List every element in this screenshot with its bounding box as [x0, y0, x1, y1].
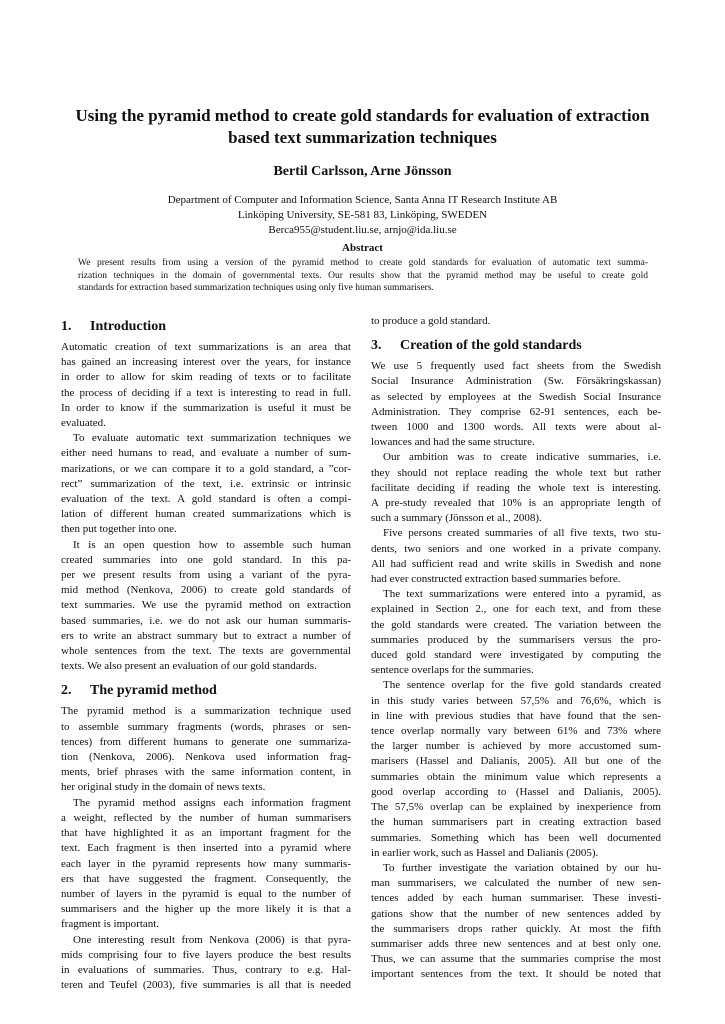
text-line: ers that have suggested the fragment. Consequently, the	[61, 872, 351, 885]
paragraph	[61, 933, 351, 994]
text-line: ments, brief phrases with the same information content, in	[61, 766, 351, 779]
affiliation-line: Berca955@student.liu.se, arnjo@ida.liu.se	[268, 224, 457, 236]
text-line: evaluated.	[61, 417, 106, 430]
abstract-line: standards for extraction based summarization techniques using only five human summarisers.	[78, 283, 434, 294]
text-line: The text summarizations were entered into a pyramid, as	[383, 588, 661, 601]
paper-title	[50, 105, 675, 149]
text-line: We use 5 frequently used fact sheets from the Swedish	[371, 360, 661, 373]
title-line: based text summarization techniques	[228, 128, 497, 147]
text-line: sentence overlaps for the summaries.	[371, 664, 534, 677]
text-line: All had sufficient read and write skills in Swedish and none	[371, 557, 661, 570]
text-line: Automatic creation of text summarizations is an area that	[61, 341, 351, 353]
text-line: text summaries. We use the pyramid method on extraction	[61, 599, 351, 612]
text-line: they should not replace reading the whole text but rather	[371, 466, 661, 479]
text-line: that have highlighted it as an important fragment for the	[61, 827, 351, 840]
paragraph	[371, 359, 661, 450]
text-line: whole sentences from the text. The texts are governmental	[61, 645, 351, 658]
text-line: created summaries into one gold standard. In this pa-	[61, 553, 351, 566]
left-column	[61, 314, 351, 993]
text-line: rect” summarization of the text, i.e. extrinsic or intrinsic	[61, 477, 351, 490]
section-number: 1.	[61, 319, 72, 334]
text-line: summarisers and the higher up the more likely it is that a	[61, 903, 351, 916]
text-line: texts. We also present an evaluation of our gold standards.	[61, 660, 317, 673]
text-line: facilitate deciding if reading the whole text is interesting.	[371, 481, 661, 494]
text-line: marizations, or we can compare it to a gold standard, a ”cor-	[61, 462, 351, 475]
text-line: duced gold standard were investigated by computing the	[371, 649, 661, 662]
text-line: summariser adds three new sentences and at best only one.	[371, 937, 661, 950]
text-line: in line with previous studies that have found that the sen-	[371, 709, 661, 722]
text-line: the process of deciding if a text is interesting to read in full.	[61, 386, 351, 399]
text-line: It is an open question how to assemble such human	[73, 538, 351, 551]
affiliation-line: Department of Computer and Information Science, Santa Anna IT Research Institute AB	[167, 194, 558, 206]
paragraph	[371, 678, 661, 860]
text-line: The pyramid method is a summarization technique used	[61, 705, 351, 718]
paragraph	[61, 431, 351, 537]
text-line: marisers (Hassel and Dalianis, 2005). All but one of the	[371, 755, 661, 768]
text-line: tion (Nenkova, 2006). Nenkova used information frag-	[61, 751, 351, 764]
section-heading-pyramid-method	[61, 678, 351, 704]
text-line: mids comprising four to five layers produce the best results	[61, 948, 351, 961]
text-line: evaluation of the text. A gold standard is often a compi-	[61, 493, 351, 506]
text-line: such a summary (Jönsson et al., 2008).	[371, 512, 542, 525]
text-line: either need humans to read, and evaluate a number of sum-	[61, 447, 351, 460]
section-title: Introduction	[90, 319, 166, 334]
text-line: mid method (Nenkova, 2006) to create gold standards of	[61, 584, 351, 597]
text-line: explained in Section 2., one for each text, and from these	[371, 603, 661, 616]
paragraph	[371, 861, 661, 983]
text-line: number of layers in the pyramid is equal to the number of	[61, 887, 351, 900]
text-line: teren and Teufel (2003), five summaries is all that is needed	[61, 979, 351, 992]
text-line: a weight, reflected by the number of human summarisers	[61, 811, 351, 824]
paragraph	[61, 340, 351, 431]
text-line: summaries produced by the summarisers versus the pro-	[371, 633, 661, 646]
abstract-body	[78, 257, 648, 295]
text-line: per we present results from using a variant of the pyra-	[61, 569, 351, 582]
text-line: Five persons created summaries of all five texts, two stu-	[383, 527, 661, 540]
paragraph	[61, 704, 351, 795]
section-title: The pyramid method	[90, 683, 217, 699]
paragraph	[61, 796, 351, 933]
affiliation-line: Linköping University, SE-581 83, Linköping, SWEDEN	[237, 209, 488, 221]
text-line: One interesting result from Nenkova (2006) is that pyra-	[73, 933, 351, 946]
text-line: To further investigate the variation obtained by our hu-	[383, 861, 661, 874]
text-line: to assemble summary fragments (words, phrases or sen-	[61, 720, 351, 733]
text-line: Thus, we can assume that the summaries comprise the most	[371, 953, 661, 966]
text-line: The sentence overlap for the five gold standards created	[383, 679, 661, 692]
text-line: text. Each fragment is then inserted into a pyramid where	[61, 842, 351, 855]
abstract-line: rization techniques in the domain of governmental texts. Our results show that the pyramid method may be useful to create gold	[78, 270, 648, 281]
text-line: In order to know if the summarization is useful it must be	[61, 401, 351, 414]
text-line: Administration. They comprise 62-91 sentences, each be-	[371, 405, 661, 418]
text-line: summaries. Something which has been well documented	[371, 831, 661, 844]
text-line: A pre-study revealed that 10% is an appropriate length of	[371, 497, 661, 510]
title-line: Using the pyramid method to create gold standards for evaluation of extraction	[75, 106, 650, 125]
text-line: tences added by each human summariser. These investi-	[371, 892, 661, 905]
right-column	[371, 314, 661, 983]
text-line: then put together into one.	[61, 523, 177, 536]
text-line: ers to write an abstract summary but to extract a number of	[61, 629, 351, 642]
section-number: 3.	[371, 338, 382, 354]
text-line: in order to allow for skim reading of texts or to facilitate	[61, 371, 351, 384]
text-line: To evaluate automatic text summarization techniques we	[73, 432, 351, 445]
text-line: the larger number is achieved by more accustomed sum-	[371, 740, 661, 753]
text-line: Social Insurance Administration (Sw. Försäkringskassan)	[371, 375, 661, 388]
text-line: to produce a gold standard.	[371, 315, 491, 327]
section-heading-introduction	[61, 314, 351, 340]
text-line: tence overlap normally vary between 61% and 73% where	[371, 725, 661, 738]
text-line: in this study varies between 57,5% and 76,6%, which is	[371, 694, 661, 707]
text-line: tween 1000 and 1300 words. All texts were about al-	[371, 421, 661, 434]
text-line: as selected by employees at the Swedish Social Insurance	[371, 390, 661, 403]
section-number: 2.	[61, 683, 72, 699]
text-line: lowances and had the same structure.	[371, 436, 535, 449]
text-line: tences) from different humans to generate one summariza-	[61, 735, 351, 748]
text-line: in earlier work, such as Hassel and Dalianis (2005).	[371, 846, 599, 859]
text-line: The 57,5% overlap can be explained by inexperience from	[371, 801, 661, 814]
text-line: the summarisers drops rather quickly. At most the fifth	[371, 922, 661, 935]
text-line: the human summarisers part in creating extraction based	[371, 816, 661, 829]
text-line: important sentences from the text. It should be noted that	[371, 968, 661, 981]
affiliation	[0, 193, 725, 238]
text-line: had ever constructed extraction based summaries before.	[371, 573, 621, 586]
text-line: the gold standards were created. The variation between the	[371, 618, 661, 631]
text-line: Our ambition was to create indicative summaries, i.e.	[383, 451, 661, 464]
authors: Bertil Carlsson, Arne Jönsson	[273, 164, 452, 179]
text-line: in evaluations of summaries. Thus, contrary to e.g. Hal-	[61, 963, 351, 976]
text-line: The pyramid method assigns each information fragment	[73, 796, 351, 809]
paragraph	[61, 538, 351, 675]
paragraph-continuation	[371, 314, 661, 329]
text-line: lation of different human created summarizations which is	[61, 508, 351, 521]
text-line: has gained an increasing interest over the years, for instance	[61, 356, 351, 369]
text-line: dents, two seniors and one worked in a private company.	[371, 542, 661, 555]
text-line: good overlap according to (Hassel and Dalianis, 2005).	[371, 785, 661, 798]
text-line: summaries obtain the minimum value which represents a	[371, 770, 661, 783]
text-line: man summarisers, we calculated the number of new sen-	[371, 877, 661, 890]
text-line: her original study in the domain of news texts.	[61, 781, 266, 794]
paragraph	[371, 526, 661, 587]
paragraph	[371, 587, 661, 678]
section-title: Creation of the gold standards	[400, 338, 582, 354]
abstract-heading: Abstract	[342, 242, 383, 254]
text-line: gations show that the number of new sentences added by	[371, 907, 661, 920]
section-heading-creation	[371, 333, 661, 359]
paragraph	[371, 450, 661, 526]
abstract-line: We present results from using a version of the pyramid method to create gold standards for evaluation of automatic text summa-	[78, 258, 648, 268]
text-line: fragment is important.	[61, 918, 160, 931]
text-line: each layer in the pyramid represents how many summaris-	[61, 857, 351, 870]
text-line: based summaries, i.e. we do not ask our human summaris-	[61, 614, 351, 627]
